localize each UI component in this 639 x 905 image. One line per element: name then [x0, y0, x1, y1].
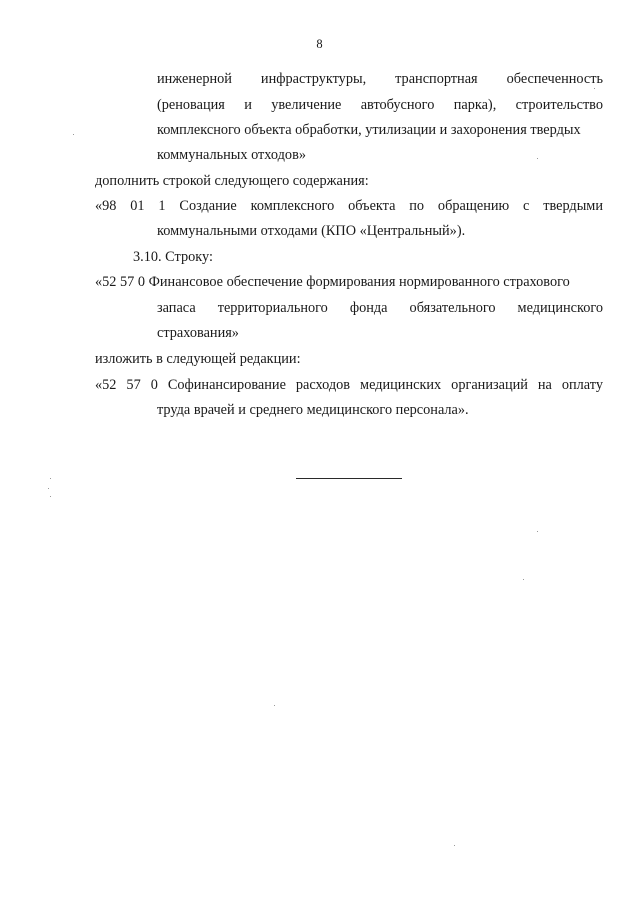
text-line: (реновация и увеличение автобусного парка), строительство: [157, 97, 603, 113]
scan-speck: [537, 531, 538, 532]
end-rule: [296, 478, 402, 479]
text-line: «52 57 0 Софинансирование расходов медицинских организаций на оплату: [95, 377, 603, 393]
scan-speck: [594, 88, 595, 89]
scan-speck: [454, 845, 455, 846]
scan-speck: [274, 705, 275, 706]
text-line: страхования»: [157, 325, 239, 341]
item-heading: 3.10. Строку:: [133, 249, 213, 265]
text-line: коммунальными отходами (КПО «Центральный»).: [157, 223, 466, 239]
instruction-add: дополнить строкой следующего содержания:: [95, 173, 369, 189]
scan-speck: [50, 478, 51, 479]
text-line: труда врачей и среднего медицинского персонала».: [157, 402, 469, 418]
text-line: запаса территориального фонда обязательного медицинского: [157, 300, 603, 316]
scan-speck: [50, 496, 51, 497]
scan-speck: [537, 158, 538, 159]
text-line: «52 57 0 Финансовое обеспечение формирования нормированного страхового: [95, 274, 570, 290]
scan-speck: [73, 134, 74, 135]
text-line: «98 01 1 Создание комплексного объекта по обращению с твердыми: [95, 198, 603, 214]
instruction-replace: изложить в следующей редакции:: [95, 351, 301, 367]
page-number: 8: [316, 37, 323, 51]
text-line: инженерной инфраструктуры, транспортная обеспеченность: [157, 71, 603, 87]
text-line: комплексного объекта обработки, утилизации и захоронения твердых: [157, 122, 581, 138]
text-line: коммунальных отходов»: [157, 147, 306, 163]
scan-speck: [523, 579, 524, 580]
scan-speck: [48, 488, 49, 489]
